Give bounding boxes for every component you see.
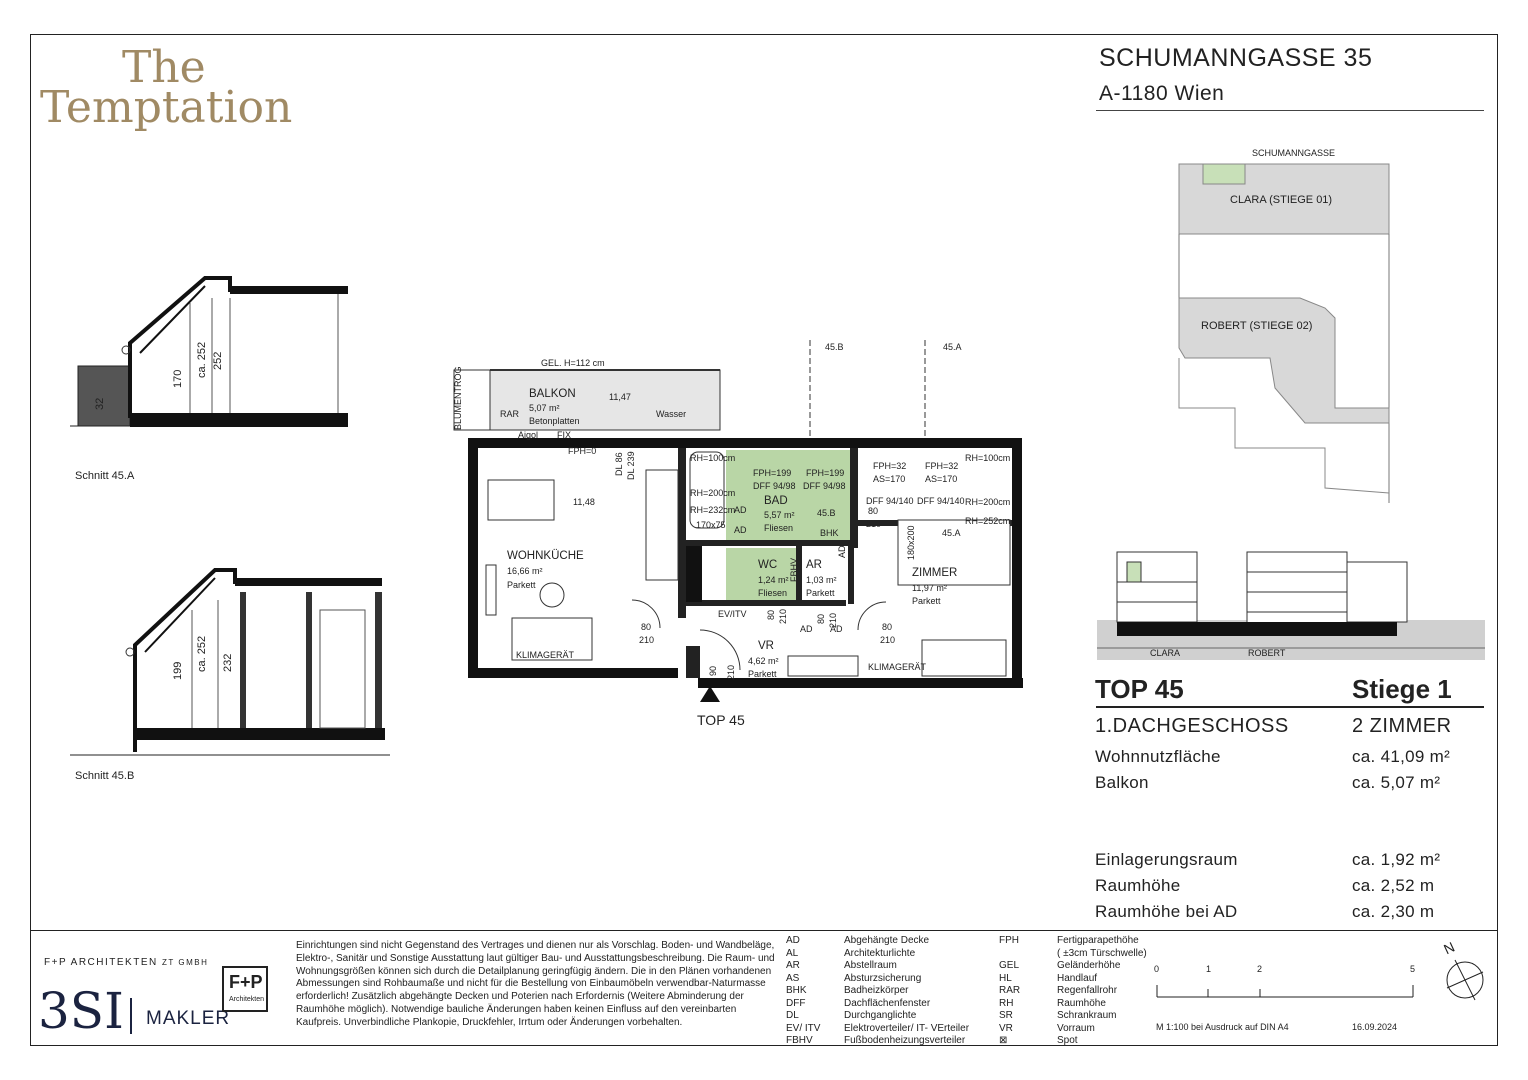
scale-tick-1: 1 — [1206, 964, 1212, 974]
address-street: SCHUMANNGASSE 35 — [1099, 44, 1373, 72]
section-marker-b: 45.B — [825, 342, 844, 352]
room-vr-name: VR — [758, 640, 774, 652]
door-4-width: 80 — [766, 609, 776, 620]
room-bad-name: BAD — [764, 495, 788, 507]
note-ad-3: AD — [734, 525, 747, 535]
scale-tick-0: 0 — [1154, 964, 1160, 974]
architect-name — [44, 957, 208, 968]
legend-right-row — [999, 1035, 1147, 1048]
door-1-height: 210 — [639, 635, 655, 645]
unit-row-4-label: Raumhöhe — [1095, 876, 1181, 895]
elevation-right-label: ROBERT — [1248, 648, 1286, 658]
note-rh100-a: RH=100cm — [690, 453, 736, 463]
section-a-title: Schnitt 45.A — [75, 470, 135, 482]
section-b-dim-2: ca. 252 — [196, 635, 208, 672]
scale-text: M 1:100 bei Ausdruck auf DIN A4 — [1156, 1022, 1289, 1032]
room-balkon-name: BALKON — [529, 388, 576, 400]
legend-text: ( ±3cm Türschwelle) — [1057, 947, 1147, 959]
legend-abbr: SR — [999, 1010, 1013, 1021]
broker-logo-main: 3SI — [38, 982, 124, 1040]
note-fix: FIX — [557, 430, 572, 440]
legend-left-row — [786, 985, 969, 998]
legend-left-row — [786, 935, 969, 948]
legend-abbr: HL — [999, 972, 1012, 984]
note-dff-3: DFF 94/140 — [866, 496, 914, 506]
room-balkon-area: 5,07 m² — [529, 403, 560, 413]
room-vr-finish: Parkett — [748, 669, 777, 679]
section-marker-a: 45.A — [943, 342, 962, 352]
note-rh200-a: RH=200cm — [690, 488, 736, 498]
note-dl86: DL 86 — [614, 452, 624, 476]
note-bed: 180x200 — [906, 525, 916, 560]
room-ar-finish: Parkett — [806, 588, 835, 598]
note-ad-5: AD — [830, 624, 843, 634]
note-rar: RAR — [500, 409, 520, 419]
broker-logo-sub: MAKLER — [146, 1008, 231, 1029]
room-wohnkueche-area: 16,66 m² — [507, 566, 543, 576]
legend-abbr: DL — [786, 1010, 799, 1021]
address-rule — [1096, 110, 1484, 111]
legend-right-row — [999, 935, 1147, 948]
site-building-1: CLARA (STIEGE 01) — [1230, 194, 1333, 206]
note-fph199-b: FPH=199 — [806, 468, 845, 478]
note-evitv: EV/ITV — [718, 609, 747, 619]
legend-right-row — [999, 1023, 1147, 1036]
plan-date: 16.09.2024 — [1352, 1022, 1398, 1032]
note-as170-b: AS=170 — [925, 474, 958, 484]
site-building-2: ROBERT (STIEGE 02) — [1201, 320, 1313, 332]
note-bhk: BHK — [820, 528, 839, 538]
brand-line1: The — [122, 42, 206, 93]
note-rh252: RH=252cm — [965, 516, 1011, 526]
unit-rule — [1096, 706, 1484, 708]
room-zimmer-finish: Parkett — [912, 596, 941, 606]
north-arrow-icon — [1440, 950, 1490, 1005]
door-4-height: 210 — [778, 608, 788, 624]
section-a-dim-3: 252 — [212, 351, 224, 370]
architect-name-suffix: ZT GMBH — [162, 958, 209, 967]
unit-row-1-label: Wohnnutzfläche — [1095, 747, 1221, 766]
legend-right-row — [999, 998, 1147, 1011]
room-vr-area: 4,62 m² — [748, 656, 779, 666]
note-fph199-a: FPH=199 — [753, 468, 792, 478]
note-dl239: DL 239 — [626, 451, 636, 480]
disclaimer-text: Einrichtungen sind nicht Gegenstand des Vertrages und dienen nur als Vorschlag. Boden- und Wandbeläge, Elektro-, Sanitär und Sonstige Ausstattung laut gültiger Bau- und Ausstattungsbeschreibung. Die Raum- und Wohnungsgrößen können sich durch die Detailplanung geringfügig ändern. Die in den Plänen vorhandenen Abmessungen sind Rohbaumaße und nicht für die Bestellung von Einbaumöbeln verwendbar-Naturmasse erforderlich! Zusätzlich abgehängte Decken und Poterien nach Erfordernis (Weitere Abminderung der Raumhöhe möglich). Notwendige bauliche Änderungen haben keinen Einfluss auf den vereinbarten Kaufpreis. Unverbindliche Plankopie, Druckfehler, Irrtum oder Änderungen vorbehalten. — [296, 940, 775, 1028]
legend-right — [999, 935, 1147, 1048]
door-6-height: 210 — [726, 664, 736, 680]
room-wohnkueche-finish: Parkett — [507, 580, 536, 590]
room-bad-area: 5,57 m² — [764, 510, 795, 520]
room-zimmer-name: ZIMMER — [912, 567, 958, 579]
unit-rooms: 2 ZIMMER — [1352, 715, 1452, 737]
legend-left — [786, 935, 969, 1048]
door-2-width: 80 — [868, 506, 879, 516]
legend-left-row — [786, 1035, 969, 1048]
legend-text: Regenfallrohr — [1057, 985, 1118, 996]
legend-text: Fertigparapethöhe — [1057, 935, 1139, 946]
legend-left-row — [786, 973, 969, 986]
elevation-drawing — [1097, 522, 1487, 662]
legend-right-row — [999, 1010, 1147, 1023]
note-ad-1: AD — [837, 545, 847, 558]
legend-abbr: BHK — [786, 985, 807, 996]
legend-right-row — [999, 985, 1147, 998]
unit-row-5-label: Raumhöhe bei AD — [1095, 902, 1238, 921]
note-dff-4: DFF 94/140 — [917, 496, 965, 506]
legend-right-row — [999, 973, 1147, 986]
legend-abbr: ⊠ — [999, 1035, 1008, 1046]
legend-text: Durchganglichte — [844, 1010, 917, 1021]
room-bad-finish: Fliesen — [764, 523, 794, 533]
note-klima-2: KLIMAGERÄT — [868, 662, 927, 672]
legend-text: Abgehängte Decke — [844, 935, 930, 946]
legend-text: Abstellraum — [844, 960, 897, 971]
unit-row-3-value: ca. 1,92 m² — [1352, 850, 1441, 869]
unit-row-1-value: ca. 41,09 m² — [1352, 747, 1451, 766]
room-zimmer-area: 11,97 m² — [912, 583, 947, 593]
door-2-height: 210 — [866, 519, 882, 529]
note-fph0: FPH=0 — [568, 446, 597, 456]
planter-label: BLUMENTROG — [453, 366, 463, 430]
section-b-title: Schnitt 45.B — [75, 770, 135, 782]
room-ar-name: AR — [806, 559, 822, 571]
unit-row-3-label: Einlagerungsraum — [1095, 850, 1238, 869]
legend-text: Spot — [1057, 1035, 1078, 1046]
legend-abbr: EV/ ITV — [786, 1022, 821, 1034]
unit-row-2-label: Balkon — [1095, 773, 1149, 792]
note-ad-4: AD — [800, 624, 813, 634]
legend-abbr: AR — [786, 960, 800, 971]
room-balkon-finish: Betonplatten — [529, 416, 580, 426]
legend-text: Dachflächenfenster — [844, 997, 931, 1009]
legend-abbr: FPH — [999, 935, 1019, 946]
note-as170-a: AS=170 — [873, 474, 906, 484]
room-wc-finish: Fliesen — [758, 588, 788, 598]
legend-left-row — [786, 960, 969, 973]
room-ar-area: 1,03 m² — [806, 575, 837, 585]
note-tub: 170x75 — [696, 520, 726, 530]
legend-right-row — [999, 948, 1147, 961]
legend-abbr: FBHV — [786, 1035, 813, 1046]
note-wasser: Wasser — [656, 409, 687, 419]
door-1-width: 80 — [641, 622, 652, 632]
unit-top: TOP 45 — [1095, 674, 1184, 704]
section-b-dim-3: 232 — [222, 653, 234, 672]
door-5-width: 80 — [816, 613, 826, 624]
legend-text: Architekturlichte — [844, 947, 916, 959]
note-45a: 45.A — [942, 528, 961, 538]
unit-stiege: Stiege 1 — [1352, 674, 1452, 704]
railing-note: GEL. H=112 cm — [541, 358, 605, 368]
legend-text: Handlauf — [1057, 972, 1098, 984]
note-fph32-a: FPH=32 — [873, 461, 907, 471]
note-klima-1: KLIMAGERÄT — [516, 650, 575, 660]
unit-row-4-value: ca. 2,52 m — [1352, 876, 1435, 895]
architect-name-main: F+P ARCHITEKTEN — [44, 957, 158, 968]
note-dff-2: DFF 94/98 — [803, 481, 846, 491]
legend-abbr: RAR — [999, 985, 1021, 996]
address-city: A-1180 Wien — [1099, 82, 1225, 105]
legend-right-row — [999, 960, 1147, 973]
legend-abbr: RH — [999, 997, 1014, 1009]
legend-left-row — [786, 948, 969, 961]
footer-rule — [30, 930, 1498, 931]
legend-abbr: VR — [999, 1022, 1013, 1034]
note-dff-1: DFF 94/98 — [753, 481, 796, 491]
legend-text: Elektroverteiler/ IT- VErteiler — [844, 1022, 970, 1034]
legend-abbr: DFF — [786, 997, 806, 1009]
section-b-dim-1: 199 — [172, 661, 184, 680]
door-3-width: 80 — [882, 622, 893, 632]
legend-abbr: AS — [786, 972, 800, 984]
scale-tick-2: 2 — [1257, 964, 1263, 974]
legend-text: Vorraum — [1057, 1022, 1095, 1034]
legend-left-row — [786, 1010, 969, 1023]
note-rh200-b: RH=200cm — [965, 497, 1011, 507]
elevation-left-label: CLARA — [1150, 648, 1181, 658]
room-wc-name: WC — [758, 559, 778, 571]
unit-entry-label: TOP 45 — [697, 712, 745, 728]
section-b-drawing — [70, 560, 400, 760]
legend-abbr: GEL — [999, 960, 1020, 971]
brand-line2: Temptation — [40, 82, 293, 133]
legend-text: Absturzsicherung — [844, 972, 922, 984]
unit-row-5-value: ca. 2,30 m — [1352, 902, 1435, 921]
fp-logo-text: F+P — [229, 972, 263, 992]
section-a-dim-1: 170 — [172, 369, 184, 388]
note-ad-2: AD — [734, 505, 747, 515]
unit-row-2-value: ca. 5,07 m² — [1352, 773, 1441, 792]
note-fph32-b: FPH=32 — [925, 461, 959, 471]
legend-abbr: AD — [786, 935, 800, 946]
fp-logo-sub: Architekten — [229, 996, 265, 1003]
door-6-width: 90 — [708, 665, 718, 676]
north-label: N — [1441, 938, 1458, 958]
legend-left-row — [786, 1023, 969, 1036]
legend-text: Schrankraum — [1057, 1010, 1117, 1021]
site-street: SCHUMANNGASSE — [1252, 148, 1336, 158]
section-a-dim-4: 32 — [94, 397, 106, 410]
door-5-height: 210 — [828, 612, 838, 628]
note-aigol: Aigol — [518, 430, 539, 440]
note-level-2: 11,48 — [573, 497, 595, 507]
note-rh232: RH=232cm — [690, 505, 736, 515]
legend-text: Raumhöhe — [1057, 997, 1106, 1009]
scale-bar — [1150, 975, 1420, 1005]
room-wc-area: 1,24 m² — [758, 575, 789, 585]
scale-tick-5: 5 — [1410, 964, 1416, 974]
note-fbhv: FBHV — [789, 557, 799, 582]
section-a-dim-2: ca. 252 — [196, 341, 208, 378]
note-rh100-b: RH=100cm — [965, 453, 1011, 463]
legend-text: Geländerhöhe — [1057, 960, 1121, 971]
legend-text: Badheizkörper — [844, 985, 909, 996]
note-45b: 45.B — [817, 508, 836, 518]
unit-floor: 1.DACHGESCHOSS — [1095, 715, 1289, 737]
legend-text: Fußbodenheizungsverteiler — [844, 1035, 966, 1046]
note-level-1: 11,47 — [609, 392, 631, 402]
legend-abbr: AL — [786, 947, 799, 959]
legend-left-row — [786, 998, 969, 1011]
door-3-height: 210 — [880, 635, 896, 645]
room-wohnkueche-name: WOHNKÜCHE — [507, 550, 584, 562]
